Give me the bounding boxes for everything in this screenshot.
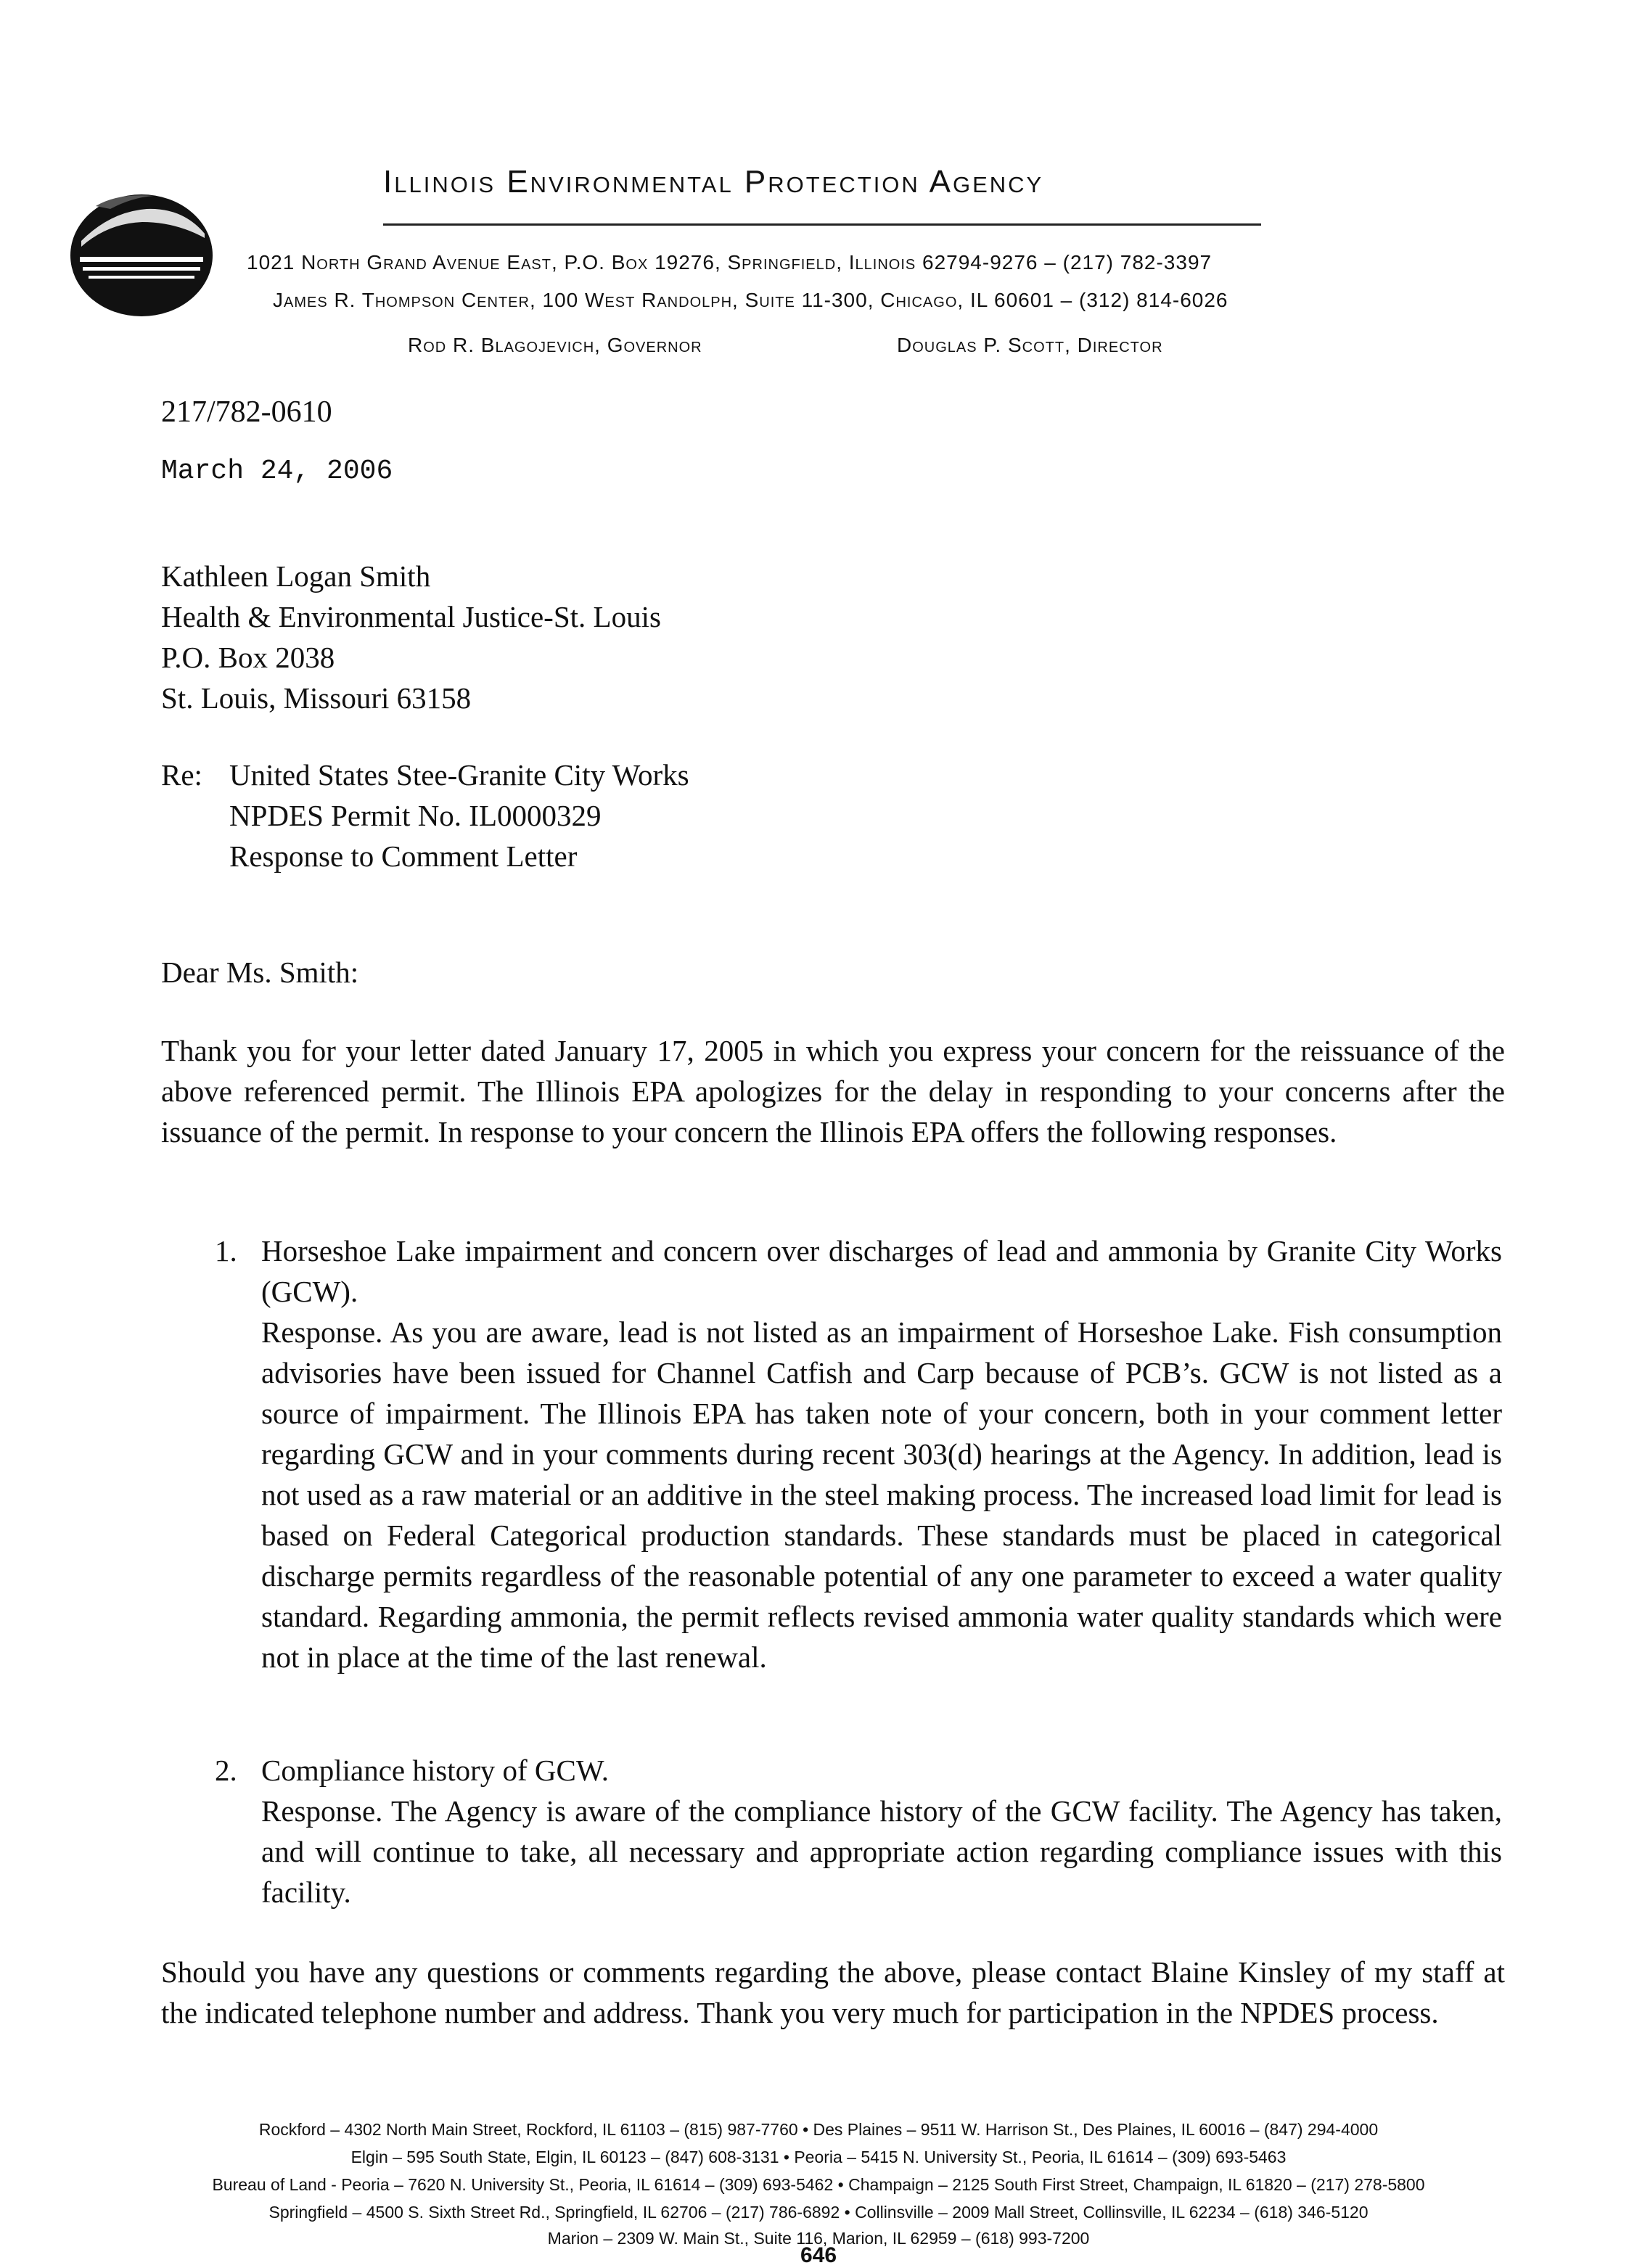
subject-type: Response to Comment Letter — [229, 839, 578, 873]
list-item — [261, 1230, 1502, 1677]
subject-block — [229, 755, 689, 876]
re-label: Re: — [161, 758, 202, 792]
recipient-name: Kathleen Logan Smith — [161, 559, 431, 593]
footer-offices-line: Elgin – 595 South State, Elgin, IL 60123 – (847) 608-3131 • Peoria – 5415 N. University St., Peoria, IL 61614 – (309) 693-5463 — [350, 2148, 1287, 2166]
item-heading: Horseshoe Lake impairment and concern over discharges of lead and ammonia by Granite City Works (GCW). — [261, 1234, 1502, 1308]
chicago-address: James R. Thompson Center, 100 West Randolph, Suite 11-300, Chicago, IL 60601 – (312) 814-6026 — [273, 289, 1228, 311]
item-response: Response. The Agency is aware of the compliance history of the GCW facility. The Agency has taken, and will continue to take, all necessary and appropriate action regarding compliance issues with this facility. — [261, 1794, 1502, 1909]
item-heading: Compliance history of GCW. — [261, 1754, 610, 1787]
springfield-address: 1021 North Grand Avenue East, P.O. Box 19276, Springfield, Illinois 62794-9276 – (217) 782-3397 — [247, 251, 1213, 274]
recipient-city: St. Louis, Missouri 63158 — [161, 681, 472, 715]
subject-facility: United States Stee-Granite City Works — [229, 758, 689, 792]
item-response: Response. As you are aware, lead is not listed as an impairment of Horseshoe Lake. Fish consumption advisories have been issued for Channel Catfish and Carp because of PCB’s. GCW is not listed as a source of impairment. The Illinois EPA has taken note of your concern, both in your comment letter regarding GCW and in your comments during recent 303(d) hearings at the Agency. In addition, lead is not used as a raw material or an additive in the steel making process. The increased load limit for lead is based on Federal Categorical production standards. These standards must be placed in categorical discharge permits regardless of the reasonable potential of any one parameter to exceed a water quality standard. Regarding ammonia, the permit reflects revised ammonia water quality standards which were not in place at the time of the last renewal. — [261, 1315, 1502, 1674]
governor-name: Rod R. Blagojevich, Governor — [408, 334, 702, 356]
salutation: Dear Ms. Smith: — [161, 956, 359, 989]
director-name: Douglas P. Scott, Director — [897, 334, 1163, 356]
illinois-epa-seal-icon — [67, 190, 216, 318]
closing-paragraph: Should you have any questions or comments regarding the above, please contact Blaine Kinsley of my staff at the indicated telephone number and address. Thank you very much for participation in the NPDES process. — [161, 1955, 1505, 2029]
item-number: 2. — [215, 1754, 237, 1787]
letter-date: March 24, 2006 — [161, 456, 393, 487]
footer-offices-line: Bureau of Land - Peoria – 7620 N. University St., Peoria, IL 61614 – (309) 693-5462 • Champaign – 2125 South First Street, Champaign, IL 61820 – (217) 278-5800 — [212, 2175, 1425, 2194]
recipient-po-box: P.O. Box 2038 — [161, 641, 335, 674]
list-item — [261, 1750, 1502, 1912]
recipient-organization: Health & Environmental Justice-St. Louis — [161, 600, 661, 633]
recipient-address — [161, 556, 661, 718]
page-number: 646 — [800, 2243, 837, 2267]
header-divider — [383, 223, 1261, 226]
agency-name: Illinois Environmental Protection Agency — [383, 164, 1044, 200]
footer-offices-line: Rockford – 4302 North Main Street, Rockford, IL 61103 – (815) 987-7760 • Des Plaines – 9511 W. Harrison St., Des Plaines, IL 60016 – (847) 294-4000 — [258, 2120, 1379, 2139]
item-number: 1. — [215, 1234, 237, 1267]
intro-paragraph: Thank you for your letter dated January 17, 2005 in which you express your concern for the reissuance of the above referenced permit. The Illinois EPA apologizes for the delay in responding to your concerns after the issuance of the permit. In response to your concern the Illinois EPA offers the following responses. — [161, 1034, 1505, 1149]
subject-permit: NPDES Permit No. IL0000329 — [229, 799, 602, 832]
footer-offices-line: Springfield – 4500 S. Sixth Street Rd., Springfield, IL 62706 – (217) 786-6892 • Collinsville – 2009 Mall Street, Collinsville, IL 62234 – (618) 346-5120 — [268, 2203, 1369, 2222]
phone-number: 217/782-0610 — [161, 395, 332, 429]
footer-offices-line: Marion – 2309 W. Main St., Suite 116, Marion, IL 62959 – (618) 993-7200 — [547, 2229, 1090, 2248]
